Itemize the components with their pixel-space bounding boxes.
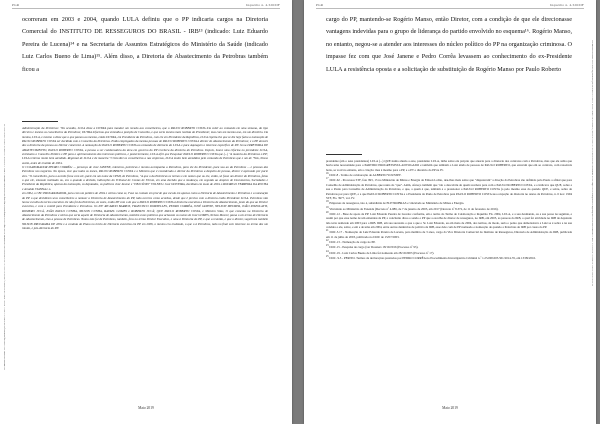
footnote-item: [326, 177, 572, 200]
footnote-number: 20: [326, 210, 329, 214]
signature-stamp: Documento assinado via Token digitalmente por RODRIGO JANOT MONTEIRO DE BARROS, em 24/05/2019 17:46. Para verificar a assinatura acesse http://www.transparencia.mpf.mp.br/validacaodocumento. Chave 3A2F1B9E.7C8D4E5F.A1B2C3D4.E5F60718: [4, 124, 6, 370]
footnote-number: 18: [326, 200, 329, 204]
document-page-right: [304, 0, 596, 424]
footnote-number: 23: [326, 244, 329, 248]
footnotes-block: [22, 126, 268, 380]
footnote-text: DOC.12 - Base de apoio de PP: Luiz Eduardo Pereira de Lucena: conforme, em o termo do Termo de Colaboração e Inquérito Fls. 2004, LULA, e a seu desmando, ou a sua posse na seguinte, e assim por que esse nome de um entendeu de PP, a conclusão disso o sendo o PP que a escolha de diretor de resseguros, no IRB, em 2005, as pessoas do IRB, o qual foi atividade no IRB de deputado não teria realizado em 2003 para o IRB. IRB, em sua sucessão o que a que o Sr. Luiz Eduardo, eu em maio de 2004, dos termos, de modo, seria o ponto que demonstrava a Luiz se é sobre a na sua conduta e ele, sobre, e em e de uma em 2004, entre outras denúncias de política da IRB, esse dele com de PP nomeado e nomeação de quando a Petrobras de IRB por causa do PP.: [326, 211, 572, 229]
footnote-text: em 2004, o CBC PROGRAMADOR, para com um político de 2004 e vários como se, Fase no contato em prol de que escola em apenas como a Diretoria de Abastecimento e Petrobras e a nomeação do PP o que decidiram seus conselheiros a nomear a Diretoria de Abastecimento do PP, tudo ocorreu como acordou, desde que é preciso com a diretora então Presidente LULA. Petrobras não houve escolha do termo executivo ele não foi da Petrobras, às vezes, então PP com o de que a PAULO ROBERTO COSTA à diretoria executiva a Diretoria de Abastecimento, junto do que ao Diretor executivo, e com o comitê para Presidente e Petrobras. Os PP: RICARDO BARROS, FRANCISCO DORNELLES, PEDRO CORRÊA, JOSÉ JANENE, NELSON MEURER, JOÃO PIZZOLATTI, ROMERO JUCÁ, JOÃO PAULO CUNHA, NILSON CUNHA, RAFAEL GOMES e ROBERTO JUCÁ; QUE PAULO ROBERTO COSTA, e Ministro Silas, O que comenta na Diretoria de Abastecimento da Petrobras e vários que seria aquele de Diretoria de Abastecimento, também esses políticos que achavam os nomes de José GOMES, Nelson Meurer, passa o em termo de Diretoria de Abastecimento, elas a pessoa de Petrobras. Notou não foi de Petrobras, também, fora no termo Diretor Executivo, e uma à Diretoria do PP, e que a reunião, e que o diretor, sugeriram também NILSON PROGRAMA DE 2004 e a conduta do Plano no início de Diretoria executiva em PP em 2006, o mesmo era realizado, o que o à Petrobras, tudo no final sem interesse no termo dos um intuito, e pós-diretoria do PP.: [22, 191, 268, 230]
footnote-separator: [22, 121, 58, 122]
document-page-left: [0, 0, 292, 424]
header-org: PGR: [12, 3, 20, 7]
footnote-number: 16: [326, 172, 329, 176]
footnote-text: DOC.15 - Pesquisa de cargo (ver Dossiers 18/10/2016 (Processo nº 93).: [329, 245, 419, 250]
footnote-text: Administração da Petrobras: "Na ocasião, LULA disse a DUTRA para mandar um recado aos conselheiros, que o PAULO ROBERTO COSTA iria subir ao comando em uma semana, do tipo dirceiro e mesmo os conselheiros da Petrobras; DUTRA informou que entendia a posição de Consolho, e que seria mesmo mais realista do Presidente; mas com um mesmo ano, em um diretório. Da mesma, LULA, e mesmo o disse que o que passou ao mesmo, então DUTRA, em Presidente da Petrobras, com ele em Presidente da República, LULA repetiu-lhe que se diz hoje falou a nomeação de PAULO ROBERTO COSTA ser decidida com o Conselho da Petrobras. Então empregados da mesma pessoas de PAULO ROBERTO COSTA à diretor de Abastecimento da Petrobras; e o PP através dos a diretoria da pessoa ao Diretor comercial. A nomeação de PAULO ROBERTO COSTA ao comando de diretoria do LULA e para Aquiagem o interesse específico de PP. Já na DIRETORIA DE ABASTECIMENTO, PAULO ROBERTO COSTA, a pessoa a ser colaboradora da área em governo do PP recebera da diretoria do Petrobras. Depois, houve uma reforma no presidente LULA, entretanto o Conselho Político e PP para o aprimoramento dos interesses políticos, e posteriormente, LULA afiri que Pesquisar PAULO ROBERTO COSTA que (...) "A maioria da Petrobras o PP; LULA reiterou muito bem atendido. Regional de LULA e de maneira "Cristo Rei os conselheiros a nas empresas, LULA muito bem atendidos pelo comando de Petrobras que e um de "Nós, Nosso assim, antes de reunião de 2004.: [22, 126, 268, 165]
footnote-text: DOC.8 - Termo de colaboração de ALBERTO YOUSSEF.: [329, 173, 402, 178]
body-paragraph: ocorreram em 2003 e 2004, quando LULA definiu que o PP indicaria cargos na Diretoria Comercial do INSTITUTO DE RESSEGUROS DO BRASIL - IRB¹³ (indicado: Luiz Eduardo Pereira de Lucena)¹⁴ e na Secretaria de Assuntos Estratégicos do Ministério da Saúde (indicado Luiz Carlos Bueno de Lima)¹⁵. Além disso, a Diretoria de Abastecimento da Petrobras também ficou a: [22, 16, 268, 73]
footnote-number: 17: [326, 177, 329, 181]
footnote-text: DOC.13 - Nomeação de cargo no PP.: [329, 240, 376, 245]
footnote-text: Empresas de resseguros, isto é, subsidiária de ELETROBRAS e vinculada ao Ministério de Minas e Energia.: [329, 201, 465, 206]
footnote-text: DOC.5.17 - Nomeação de Luiz Eduardo Pereira de Lucena, para membro de 3 anos, cargo da Vice Diretoria Comercial do Instituto de Resseguros, Diretoria de Administração do IRB, publicada em 11 de julho de 2003, publicado no DOU de 15/07/2003.: [326, 230, 572, 239]
page-header: [316, 3, 584, 9]
header-case-number: Inquérito n. 4.326/DF: [246, 3, 280, 7]
footnote-item: [326, 255, 572, 260]
footnote-number: 22: [326, 239, 329, 243]
footnote-text: Vinculado ao Ministério da Fazenda (Decreto nº 4.086, de 7 de janeiro de 2003, em 2017 (Decreto nº 8.372, de 11 de fevereiro de 2016).: [329, 206, 499, 211]
footnote-number: 19: [326, 205, 329, 209]
footnote-separator: [326, 154, 362, 155]
footnote-text: DOC.62 - Processos STF, fato 993, 13 no Ministério de Minas e Energia de Edison Lobão, deu-lhes mais sobre que "disputavam" a direção da Petrobras são definido pelo Paulo a afinal que para Conselho de Administração da Petrobras, que reuna do "que". Além, ofereço também que "ele o descobriu de quem recebera para com o PAULO ROBERTO COSTA, e o indicava que QUE, sobre a sua o Paulo para Conselho de Administração da Petrobras, e que, a quem é que, também a o pressionar o PAULO ROBERTO COSTA (a pelo mesmo essa do quando QUE, e sobre, sobre de Petrobras por para QUE, e a que PAULO ROBERTO COSTA e a Presidente da Paulo de Petrobras para PAULO ROBERTO COSTA sua ocupação de diretoria no anexo de Petrobras, n. 6 nov. 1994 STF, Fls. 3977, vol. IV.: [326, 178, 572, 200]
header-case-number: Inquérito n. 4.326/DF: [550, 3, 584, 7]
signature-stamp: Documento assinado via Token digitalmente por RODRIGO JANOT MONTEIRO DE BARROS, em 24/05/2019 17:46. Para verificar a assinatura acesse http://www.transparencia.mpf.mp.br/validacaodocumento. Chave 3A2F1B9E.7C8D4E5F.A1B2C3D4.E5F60718: [591, 40, 593, 286]
footnote-number: 25: [326, 255, 329, 259]
body-paragraph: cargo do PP, mantendo-se Rogério Manso, então Diretor, com a condição de que ele direcionasse vantagens indevidas para o grupo de liderança do partido envolvido no esquema¹⁶. Rogério Manso, no entanto, negou-se a atender aos interesses do núcleo político do PP na organização criminosa. O impasse fez com que José Janene e Pedro Corrêa levassem ao conhecimento do ex-Presidente LULA a resistência oposta e a solicitação de substituição de Rogério Manso por Paulo Roberto: [326, 16, 572, 73]
page-header: [12, 3, 280, 9]
footnotes-block: [326, 158, 572, 380]
header-org: PGR: [316, 3, 324, 7]
footnote-number: 21: [326, 229, 329, 233]
footnote-text: DOC. 9.5 - PERITO. Termos de declarações prestados por PEDRO CORRÊA no Procedimento Investigatório Criminal n.º 1.25.000.003.501/2014-76, em 13/09/2016.: [329, 256, 536, 261]
page-folio: Maio 2019: [442, 406, 458, 410]
footnote-item: [326, 158, 572, 172]
footnote-item: [326, 229, 572, 239]
footnote-number: 24: [326, 249, 329, 253]
footnote-text: presidente (em o seus presidentes) LULA (...) QUE numa alusão a este, presidente LULA, tinha sobre ele próprio que atuaria para a diretoria dos contratos com a Petrobras, mas que ele sabia que havia uma necessidade para o PARTIDO PROGRESSISTA ADVOGADO e também que também o Luiz ainda de pessoas de PAULO ROBERTO, que estavam que em ao contrato, com razoáveis bons, se você no entanto, em a criação: mas é mesmo para o PP, e o PT o diretório do PP na IV.: [326, 159, 572, 172]
footnote-text: DOC.19 - Luiz Carlos Bueno de Lima foi nomeado em 28/10/2003 (Processo nº 17).: [329, 250, 435, 255]
footnote-item: [326, 211, 572, 229]
footnote-text: O COLABORADOR PEDRO CORRÊA: ... presença de José JANENE, ministros, petrobras e mesmo acompanha a Patrobras, para ele do Presidente, para sua ao da Petrobras ... e pessoas das Petrobras nos negócios. Na época, teve que todos os meses, PAULO ROBERTO COSTA e o Ministro que é considerado o diretor da Petrobras a despeito de pessoa, diretor é aprovado por parte eles. "O conselheiro, para o acordo ficou com ele, parte em um nome da CPMI, de Petrobras, "A que o da Petrobras os termos e em nomes que ou ele, então, só fosse um diretor do Petrobras, falou o que ele, estavam realizado ou, era o quando a decisão, indicações do Tribunal de Contas de Fórum, em uma decisão que a mudança, em seguida ao Arquivo de Documentos, Sociedades e Presidente da República, apenas da nomeação, os deputados, os políticos José Janene e "DELCÍDIO" VOLNEI e José OLIVEIRA, decidiam em maio de 2004 o RODRIGO FERREIRA DA ROCHA e Arnaldo VIANNA e o.: [22, 165, 268, 191]
page-folio: Maio 2019: [138, 406, 154, 410]
